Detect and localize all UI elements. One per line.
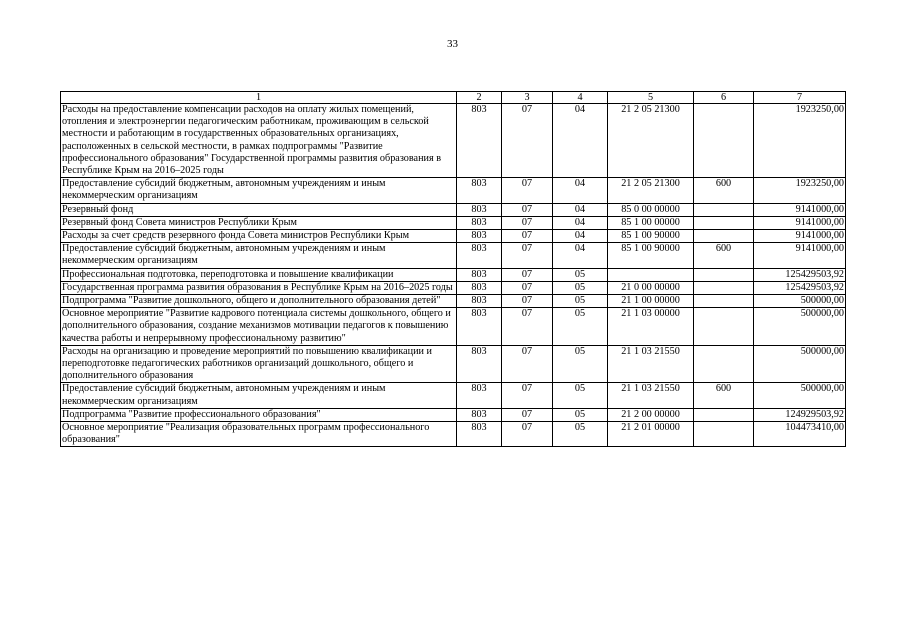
section-code: 07	[502, 345, 553, 383]
target-article-code	[608, 268, 694, 281]
table-row	[61, 104, 846, 178]
amount: 500000,00	[754, 345, 846, 383]
target-article-code: 21 2 05 21300	[608, 104, 694, 178]
item-name: Резервный фонд Совета министров Республики Крым	[61, 216, 457, 229]
budget-table	[60, 91, 846, 447]
amount: 9141000,00	[754, 216, 846, 229]
page-number: 33	[447, 38, 458, 50]
amount: 500000,00	[754, 295, 846, 308]
section-code: 07	[502, 308, 553, 346]
department-code: 803	[457, 178, 502, 203]
item-name: Расходы на организацию и проведение мероприятий по повышению квалификации и переподготовке педагогических работников организаций дошкольного, общего и дополнительного образования	[61, 345, 457, 383]
department-code: 803	[457, 422, 502, 447]
item-name: Резервный фонд	[61, 203, 457, 216]
section-code: 07	[502, 383, 553, 408]
subsection-code: 04	[553, 216, 608, 229]
subsection-code: 05	[553, 308, 608, 346]
column-header: 2	[457, 92, 502, 104]
item-name: Расходы на предоставление компенсации расходов на оплату жилых помещений, отопления и электроэнергии педагогическим работникам, проживающим в сельской местности и работающим в государственных образовательных организациях, расположенных в сельской местности, в рамках подпрограммы "Развитие профессионального образования" Государственной программы развития образования в Республике Крым на 2016–2025 годы	[61, 104, 457, 178]
section-code: 07	[502, 203, 553, 216]
subsection-code: 05	[553, 422, 608, 447]
expense-type-code: 600	[694, 243, 754, 268]
subsection-code: 04	[553, 230, 608, 243]
subsection-code: 05	[553, 295, 608, 308]
department-code: 803	[457, 230, 502, 243]
target-article-code: 85 1 00 90000	[608, 243, 694, 268]
target-article-code: 21 1 00 00000	[608, 295, 694, 308]
section-code: 07	[502, 295, 553, 308]
item-name: Расходы за счет средств резервного фонда Совета министров Республики Крым	[61, 230, 457, 243]
target-article-code: 85 0 00 00000	[608, 203, 694, 216]
expense-type-code: 600	[694, 383, 754, 408]
subsection-code: 04	[553, 243, 608, 268]
column-header: 5	[608, 92, 694, 104]
table-row	[61, 203, 846, 216]
column-header: 7	[754, 92, 846, 104]
department-code: 803	[457, 408, 502, 421]
expense-type-code	[694, 203, 754, 216]
expense-type-code	[694, 104, 754, 178]
table-row	[61, 383, 846, 408]
target-article-code: 85 1 00 00000	[608, 216, 694, 229]
item-name: Основное мероприятие "Реализация образовательных программ профессионального образования"	[61, 422, 457, 447]
expense-type-code: 600	[694, 178, 754, 203]
item-name: Предоставление субсидий бюджетным, автономным учреждениям и иным некоммерческим организациям	[61, 178, 457, 203]
item-name: Предоставление субсидий бюджетным, автономным учреждениям и иным некоммерческим организациям	[61, 383, 457, 408]
item-name: Основное мероприятие "Развитие кадрового потенциала системы дошкольного, общего и дополнительного образования, создание механизмов мотивации педагогов к повышению качества работы и непрерывному профессиональному развитию"	[61, 308, 457, 346]
table-row	[61, 230, 846, 243]
table-row	[61, 268, 846, 281]
target-article-code: 21 2 00 00000	[608, 408, 694, 421]
department-code: 803	[457, 295, 502, 308]
section-code: 07	[502, 104, 553, 178]
expense-type-code	[694, 268, 754, 281]
table-row	[61, 408, 846, 421]
expense-type-code	[694, 295, 754, 308]
expense-type-code	[694, 308, 754, 346]
item-name: Подпрограмма "Развитие дошкольного, общего и дополнительного образования детей"	[61, 295, 457, 308]
subsection-code: 05	[553, 345, 608, 383]
amount: 500000,00	[754, 308, 846, 346]
header-row	[61, 92, 846, 104]
subsection-code: 05	[553, 383, 608, 408]
table-row	[61, 422, 846, 447]
table-row	[61, 308, 846, 346]
amount: 9141000,00	[754, 203, 846, 216]
target-article-code: 21 1 03 21550	[608, 345, 694, 383]
department-code: 803	[457, 281, 502, 294]
amount: 1923250,00	[754, 178, 846, 203]
subsection-code: 04	[553, 203, 608, 216]
subsection-code: 05	[553, 281, 608, 294]
subsection-code: 05	[553, 408, 608, 421]
expense-type-code	[694, 345, 754, 383]
amount: 104473410,00	[754, 422, 846, 447]
table-row	[61, 178, 846, 203]
section-code: 07	[502, 281, 553, 294]
table-row	[61, 281, 846, 294]
amount: 125429503,92	[754, 281, 846, 294]
department-code: 803	[457, 383, 502, 408]
amount: 500000,00	[754, 383, 846, 408]
item-name: Государственная программа развития образования в Республике Крым на 2016–2025 годы	[61, 281, 457, 294]
department-code: 803	[457, 308, 502, 346]
subsection-code: 05	[553, 268, 608, 281]
table-row	[61, 345, 846, 383]
column-header: 6	[694, 92, 754, 104]
amount: 124929503,92	[754, 408, 846, 421]
table-row	[61, 216, 846, 229]
department-code: 803	[457, 345, 502, 383]
expense-type-code	[694, 230, 754, 243]
section-code: 07	[502, 178, 553, 203]
section-code: 07	[502, 422, 553, 447]
expense-type-code	[694, 216, 754, 229]
target-article-code: 21 1 03 21550	[608, 383, 694, 408]
department-code: 803	[457, 104, 502, 178]
expense-type-code	[694, 408, 754, 421]
amount: 1923250,00	[754, 104, 846, 178]
amount: 9141000,00	[754, 230, 846, 243]
section-code: 07	[502, 268, 553, 281]
target-article-code: 21 2 01 00000	[608, 422, 694, 447]
section-code: 07	[502, 408, 553, 421]
target-article-code: 21 1 03 00000	[608, 308, 694, 346]
expense-type-code	[694, 281, 754, 294]
item-name: Предоставление субсидий бюджетным, автономным учреждениям и иным некоммерческим организациям	[61, 243, 457, 268]
target-article-code: 21 0 00 00000	[608, 281, 694, 294]
department-code: 803	[457, 268, 502, 281]
column-header: 3	[502, 92, 553, 104]
target-article-code: 85 1 00 90000	[608, 230, 694, 243]
amount: 125429503,92	[754, 268, 846, 281]
column-header: 1	[61, 92, 457, 104]
item-name: Профессиональная подготовка, переподготовка и повышение квалификации	[61, 268, 457, 281]
expense-type-code	[694, 422, 754, 447]
table-row	[61, 243, 846, 268]
section-code: 07	[502, 230, 553, 243]
amount: 9141000,00	[754, 243, 846, 268]
subsection-code: 04	[553, 178, 608, 203]
table-row	[61, 295, 846, 308]
department-code: 803	[457, 216, 502, 229]
section-code: 07	[502, 243, 553, 268]
item-name: Подпрограмма "Развитие профессионального образования"	[61, 408, 457, 421]
column-header: 4	[553, 92, 608, 104]
target-article-code: 21 2 05 21300	[608, 178, 694, 203]
section-code: 07	[502, 216, 553, 229]
department-code: 803	[457, 243, 502, 268]
subsection-code: 04	[553, 104, 608, 178]
department-code: 803	[457, 203, 502, 216]
